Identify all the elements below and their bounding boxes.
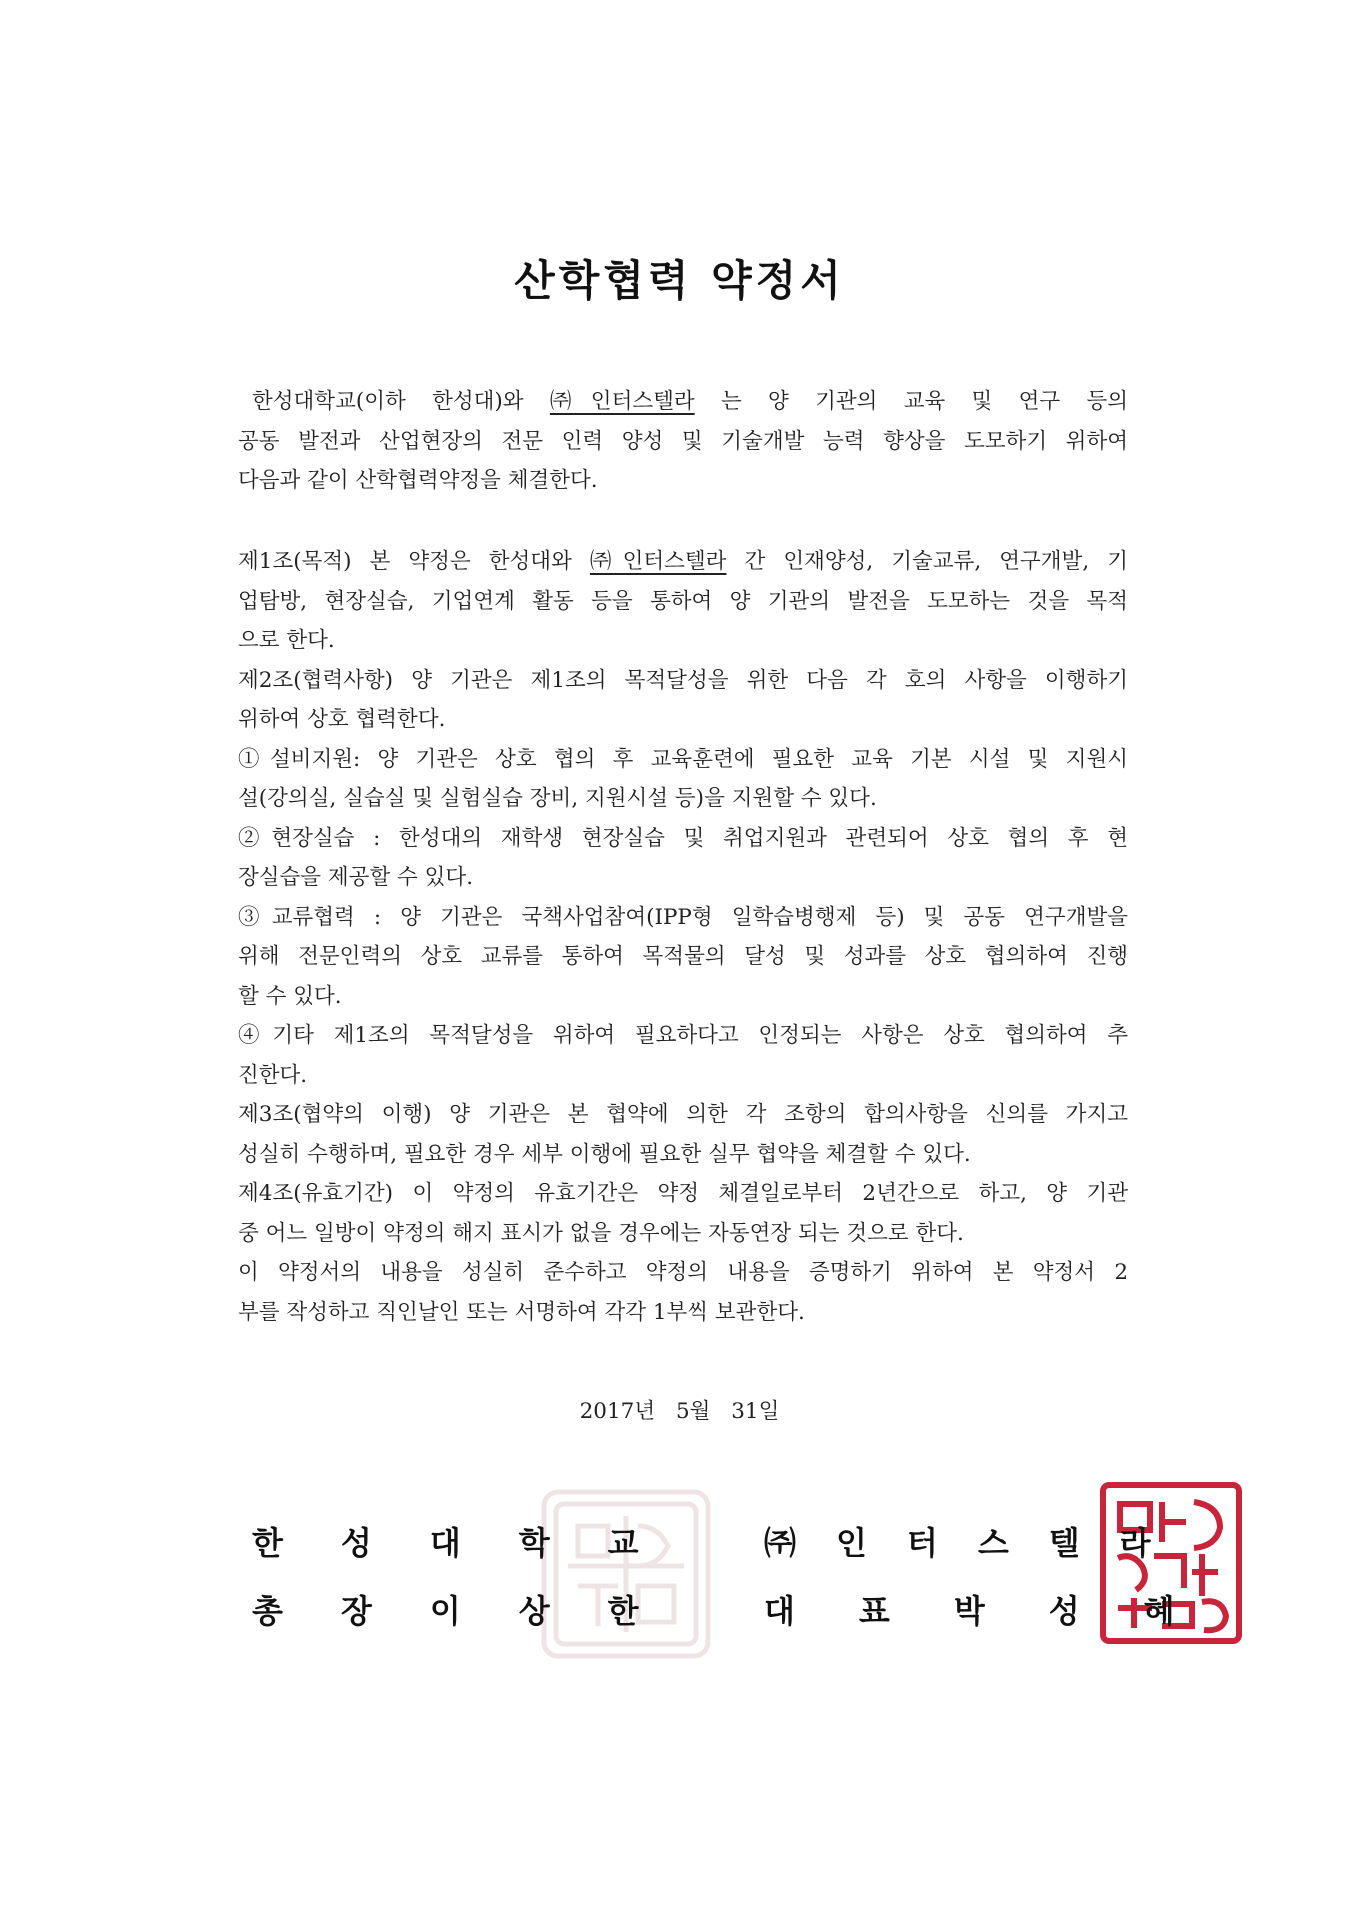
article-1-line-3: 으로 한다. <box>238 628 335 653</box>
intro-paragraph <box>238 382 1128 501</box>
article-2-line-1: 제2조(협력사항) 양 기관은 제1조의 목적달성을 위한 다음 각 호의 사항을 이행하기 <box>238 667 1128 693</box>
item-1-line-2: 설(강의실, 실습실 및 실험실습 장비, 지원시설 등)을 지원할 수 있다. <box>238 786 877 811</box>
university-name: 한성대학교 <box>252 1524 697 1562</box>
company-name: ㈜인터스텔라 <box>764 1524 1191 1562</box>
intro-line-1 <box>238 382 1128 422</box>
intro-line-1-post: 는 양 기관의 교육 및 연구 등의 <box>694 389 1128 414</box>
intro-line-2: 공동 발전과 산업현장의 전문 인력 양성 및 기술개발 능력 향상을 도모하기 위하여 <box>238 428 1128 454</box>
item-1-line-1: ①설비지원: 양 기관은 상호 협의 후 교육훈련에 필요한 교육 기본 시설 및 지원시 <box>238 746 1128 772</box>
item-2-line-1: ②현장실습 : 한성대의 재학생 현장실습 및 취업지원과 관련되어 상호 협의 후 현 <box>238 825 1128 851</box>
company-representative: 대표박성혜 <box>764 1592 1239 1630</box>
agreement-date: 2017년 5월 31일 <box>579 1399 780 1424</box>
item-4-line-1: ④기타 제1조의 목적달성을 위하여 필요하다고 인정되는 사항은 상호 협의하여 추 <box>238 1023 1128 1048</box>
article-1-company-name: ㈜인터스텔라 <box>589 549 727 574</box>
item-2-line-2: 장실습을 제공할 수 있다. <box>238 865 474 890</box>
intro-company-name: ㈜인터스텔라 <box>549 389 695 414</box>
article-1-pre: 제1조(목적) 본 약정은 한성대와 <box>238 549 590 574</box>
articles-section <box>238 542 1128 1332</box>
article-3-line-1: 제3조(협약의 이행) 양 기관은 본 협약에 의한 각 조항의 합의사항을 신의를 가지고 <box>238 1102 1128 1127</box>
article-4-line-1: 제4조(유효기간) 이 약정의 유효기간은 약정 체결일로부터 2년간으로 하고, 양 기관 <box>238 1181 1128 1206</box>
article-4-line-2: 중 어느 일방이 약정의 해지 표시가 없을 경우에는 자동연장 되는 것으로 한다. <box>238 1220 964 1246</box>
article-2-line-2: 위하여 상호 협력한다. <box>238 707 446 732</box>
document-title: 산학협력 약정서 <box>514 256 845 305</box>
university-president: 총장이상한 <box>252 1592 697 1630</box>
article-1-post: 간 인재양성, 기술교류, 연구개발, 기 <box>726 549 1128 574</box>
university-seal-icon <box>538 1486 714 1662</box>
intro-line-1-pre: 한성대학교(이하 한성대)와 <box>252 389 550 414</box>
item-4-line-2: 진한다. <box>238 1062 308 1088</box>
article-1-line-2: 업탐방, 현장실습, 기업연계 활동 등을 통하여 양 기관의 발전을 도모하는 것을 목적 <box>238 588 1128 614</box>
item-3-line-2: 위해 전문인력의 상호 교류를 통하여 목적물의 달성 및 성과를 상호 협의하여 진행 <box>238 944 1128 969</box>
article-3-line-2: 성실히 수행하며, 필요한 경우 세부 이행에 필요한 실무 협약을 체결할 수 있다. <box>238 1141 971 1167</box>
item-3-line-1: ③교류협력 : 양 기관은 국책사업참여(IPP형 일학습병행제 등) 및 공동 연구개발을 <box>238 904 1128 930</box>
article-1-line-1 <box>238 542 1128 582</box>
item-3-line-3: 할 수 있다. <box>238 983 342 1009</box>
closing-line-2: 부를 작성하고 직인날인 또는 서명하여 각각 1부씩 보관한다. <box>238 1299 805 1325</box>
closing-line-1: 이 약정서의 내용을 성실히 준수하고 약정의 내용을 증명하기 위하여 본 약정서 2 <box>238 1260 1128 1285</box>
intro-line-3: 다음과 같이 산학협력약정을 체결한다. <box>238 468 598 493</box>
